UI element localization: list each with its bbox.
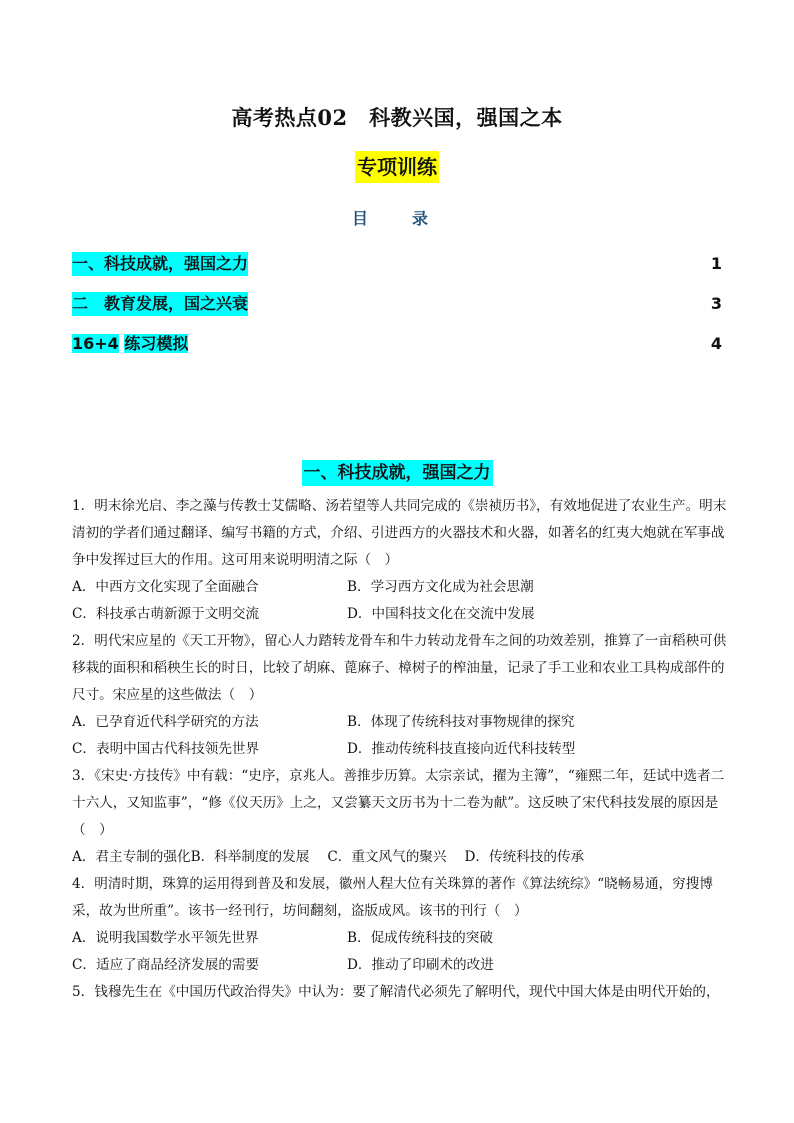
question-stem: 4．明清时期，珠算的运用得到普及和发展，徽州人程大位有关珠算的著作《算法统综》“晓畅易通，穷搜博采，故为世所重”。该书一经刊行，坊间翻刻，盗版成风。该书的刊行（ ）: [72, 876, 713, 919]
option: B．体现了传统科技对事物规律的探究: [347, 714, 575, 730]
option: D．传统科技的传承: [464, 849, 585, 865]
toc-entry-prefix: 16+4: [72, 334, 119, 353]
toc-entry-2[interactable]: [72, 292, 722, 316]
toc-entry-label: 练习模拟: [124, 334, 189, 353]
option: A．君主专制的强化: [72, 849, 191, 865]
option: B．学习西方文化成为社会思潮: [347, 579, 534, 595]
toc-entry-label[interactable]: 一、科技成就，强国之力: [72, 252, 248, 276]
question-list: [72, 493, 732, 1006]
option: A．已孕育近代科学研究的方法: [72, 714, 259, 730]
toc-entry-label-group[interactable]: [72, 332, 188, 356]
option: D．推动传统科技直接向近代科技转型: [347, 741, 576, 757]
option: D．中国科技文化在交流中发展: [347, 606, 535, 622]
toc-title: 目 录: [351, 209, 442, 228]
toc-entry-label[interactable]: 二 教育发展，国之兴衰: [72, 292, 248, 316]
question-stem: 5．钱穆先生在《中国历代政治得失》中认为：要了解清代必须先了解明代，现代中国大体是由明代开始的，: [72, 984, 720, 1000]
toc-entry-1[interactable]: [72, 252, 722, 276]
toc-entry-3[interactable]: [72, 332, 722, 356]
document-subtitle: 专项训练: [355, 151, 439, 183]
option-row: [72, 601, 732, 628]
question-stem: 3．《宋史·方技传》中有载：“史序，京兆人。善推步历算。太宗亲试，擢为主簿”，“雍熙二年，廷试中选者二十六人，又知监事”，“修《仪天历》上之，又尝纂天文历书为十二卷为献”。这反映了宋代科技发展的原因是（ ）: [72, 768, 725, 838]
option: A．中西方文化实现了全面融合: [72, 579, 259, 595]
option: D．推动了印刷术的改进: [347, 957, 494, 973]
option: B．科举制度的发展: [190, 849, 310, 865]
option-row: [72, 952, 732, 979]
question-stem: 1．明末徐光启、李之藻与传教士艾儒略、汤若望等人共同完成的《崇祯历书》，有效地促进了农业生产。明末清初的学者们通过翻译、编写书籍的方式，介绍、引进西方的火器技术和火器，如著名的红夷大炮就在军事战争中发挥过巨大的作用。这可用来说明明清之际（ ）: [72, 498, 727, 568]
option-row: [72, 574, 732, 601]
toc-entry-page: 1: [710, 254, 722, 273]
section-heading-wrap: [0, 460, 794, 486]
option: C．适应了商品经济发展的需要: [72, 957, 260, 973]
toc-entry-page: 4: [710, 334, 722, 353]
option: B．促成传统科技的突破: [347, 930, 493, 946]
option: C．重文风气的聚兴: [327, 849, 447, 865]
section-heading: 一、科技成就，强国之力: [302, 460, 493, 486]
option: C．科技承古萌新源于文明交流: [72, 606, 260, 622]
option-row: [72, 925, 732, 952]
option-row: [72, 844, 732, 871]
toc-entry-page: 3: [710, 294, 722, 313]
option: A．说明我国数学水平领先世界: [72, 930, 259, 946]
document-title: 高考热点02 科教兴国，强国之本: [231, 105, 563, 130]
option-row: [72, 709, 732, 736]
question-stem: 2．明代宋应星的《天工开物》，留心人力踏转龙骨车和牛力转动龙骨车之间的功效差别，推算了一亩稻秧可供移栽的面积和稻秧生长的时日，比较了胡麻、蓖麻子、樟树子的榨油量，记录了手工业和农业工具构成部件的尺寸。宋应星的这些做法（ ）: [72, 633, 727, 703]
subtitle-wrap: [0, 151, 794, 183]
option-row: [72, 736, 732, 763]
option: C．表明中国古代科技领先世界: [72, 741, 260, 757]
